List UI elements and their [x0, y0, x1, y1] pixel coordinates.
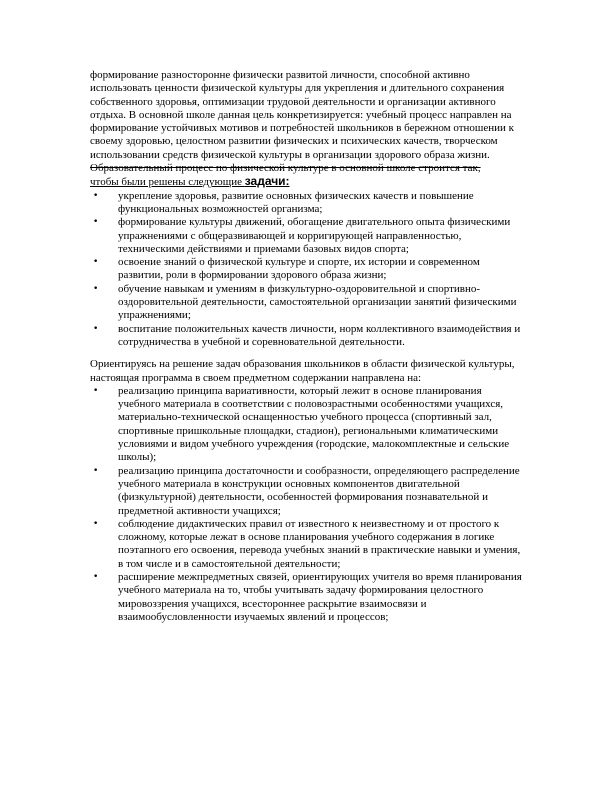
list-item-text: соблюдение дидактических правил от известного к неизвестному и от простого к сложному, которые лежат в основе планирования учебного содержания в логике поэтапного его освоения, перевода учебных знаний в практические навыки и умения, в том числе и в самостоятельной деятельности; — [118, 517, 521, 570]
list-item-text: воспитание положительных качеств личности, норм коллективного взаимодействия и сотрудничества в учебной и соревновательной деятельности. — [118, 322, 521, 348]
list-item-text: реализацию принципа достаточности и сообразности, определяющего распределение учебного материала в конструкции основных компонентов двигательной (физкультурной) деятельности, особенностей формирования познавательной и предметной активности учащихся; — [118, 464, 520, 517]
list-item — [90, 465, 526, 518]
list-item — [90, 256, 526, 283]
intro-paragraph: формирование разносторонне физически развитой личности, способной активно использовать ценности физической культуры для укрепления и длительного сохранения собственного здоровья, оптимизации трудовой деятельности и организации активного отдыха. В основной школе данная цель конкретизируется: учебный процесс направлен на формирование устойчивых мотивов и потребностей школьников в бережном отношении к своему здоровью, целостном развитии физических и психических качеств, творческом использовании средств физической культуры в организации здорового образа жизни. — [90, 69, 514, 161]
list-item-text: формирование культуры движений, обогащение двигательного опыта физическими упражнениями с общеразвивающей и корригирующей направленностью, техническими действиями и приемами базовых видов спорта; — [118, 216, 511, 255]
bullet-icon: • — [93, 518, 99, 529]
directions-list — [90, 385, 526, 624]
list-item-text: укрепление здоровья, развитие основных физических качеств и повышение функциональных возможностей организма; — [118, 189, 474, 215]
process-paragraph-line2-text: чтобы были решены следующие — [90, 176, 245, 189]
bullet-icon: • — [93, 571, 99, 582]
process-paragraph-line1-text: Образовательный процесс по физической культуре в основной школе строится так, — [90, 162, 481, 175]
bullet-icon: • — [93, 283, 99, 294]
list-item — [90, 190, 526, 217]
bullet-icon: • — [93, 217, 99, 228]
list-item — [90, 571, 526, 624]
program-orientation-paragraph: Ориентируясь на решение задач образования школьников в области физической культуры, настоящая программа в своем предметном содержании направлена на: — [90, 358, 515, 384]
list-item-text: расширение межпредметных связей, ориентирующих учителя во время планирования учебного материала на то, чтобы учитывать задачу формирования целостного мировоззрения учащихся, всестороннее раскрытие взаимосвязи и взаимообусловленности изучаемых явлений и процессов; — [118, 570, 522, 623]
list-item — [90, 216, 526, 256]
list-item — [90, 323, 526, 350]
list-item-text: освоение знаний о физической культуре и спорте, их истории и современном развитии, роли в формировании здорового образа жизни; — [118, 256, 480, 282]
list-item — [90, 518, 526, 571]
list-item — [90, 385, 526, 465]
tasks-list — [90, 190, 526, 350]
bullet-icon: • — [93, 465, 99, 476]
process-paragraph-line1 — [90, 162, 526, 175]
list-item-text: обучение навыкам и умениям в физкультурно-оздоровительной и спортивно-оздоровительной деятельности, самостоятельной организации занятий физическими упражнениями; — [118, 282, 517, 322]
bullet-icon: • — [93, 257, 99, 268]
tasks-heading: задачи: — [244, 174, 290, 189]
process-paragraph-line2 — [90, 175, 526, 189]
bullet-icon: • — [93, 385, 99, 396]
list-item — [90, 283, 526, 323]
bullet-icon: • — [93, 323, 99, 334]
bullet-icon: • — [93, 190, 99, 201]
list-item-text: реализацию принципа вариативности, который лежит в основе планирования учебного материала в соответствии с половозрастными особенностями учащихся, материально-технической оснащенностью учебного процесса (спортивный зал, спортивные пришкольные площадки, стадион), региональными климатическими условиями и видом учебного учреждения (городские, малокомплектные и сельские школы); — [118, 384, 510, 464]
document-page — [90, 69, 526, 624]
